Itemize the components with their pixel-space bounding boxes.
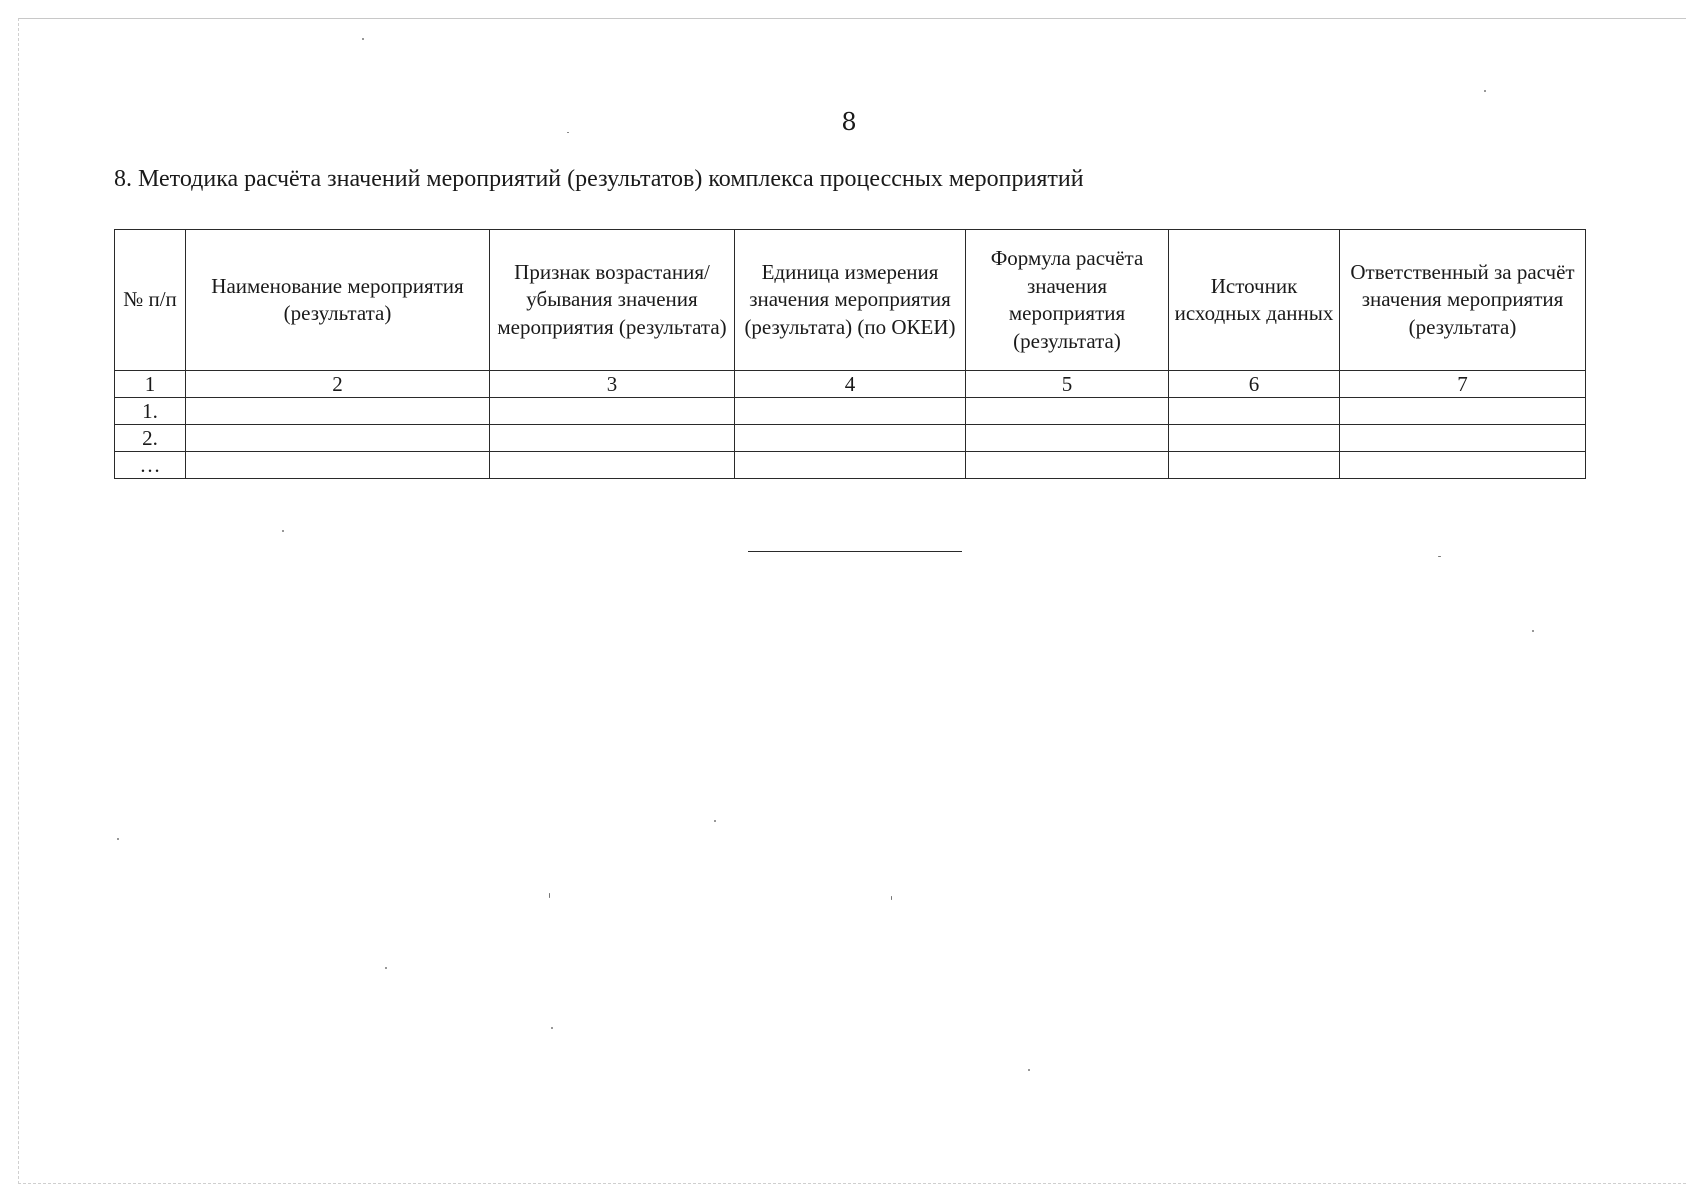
table-cell — [1169, 398, 1340, 425]
table-cell — [966, 425, 1169, 452]
table-cell — [186, 452, 490, 479]
scan-speck — [551, 1027, 553, 1029]
table-row — [115, 425, 1586, 452]
table-cell — [735, 452, 966, 479]
section-title: 8. Методика расчёта значений мероприятий (результатов) комплекса процессных мероприятий — [114, 166, 1084, 192]
methodology-table — [114, 229, 1586, 479]
scan-speck — [1484, 90, 1486, 92]
scan-speck — [362, 38, 364, 40]
scan-speck — [567, 132, 569, 133]
table-cell — [735, 398, 966, 425]
table-cell — [1169, 452, 1340, 479]
page-number: 8 — [841, 108, 857, 136]
row-number: … — [115, 452, 186, 479]
table-row — [115, 398, 1586, 425]
column-number: 1 — [115, 371, 186, 398]
table-header-row — [115, 230, 1586, 371]
header-cell-source: Источник исходных данных — [1169, 230, 1340, 371]
scan-speck — [117, 838, 119, 840]
column-number: 6 — [1169, 371, 1340, 398]
header-cell-unit: Единица измерения значения мероприятия (результата) (по ОКЕИ) — [735, 230, 966, 371]
column-number: 4 — [735, 371, 966, 398]
table-cell — [186, 398, 490, 425]
closing-separator-line — [748, 551, 962, 552]
table-cell — [966, 452, 1169, 479]
table-cell — [490, 398, 735, 425]
header-cell-formula: Формула расчёта значения мероприятия (результата) — [966, 230, 1169, 371]
column-number: 7 — [1340, 371, 1586, 398]
header-cell-responsible: Ответственный за расчёт значения мероприятия (результата) — [1340, 230, 1586, 371]
table-cell — [490, 452, 735, 479]
header-cell-number: № п/п — [115, 230, 186, 371]
column-number: 3 — [490, 371, 735, 398]
column-number-row — [115, 371, 1586, 398]
column-number: 2 — [186, 371, 490, 398]
table-cell — [186, 425, 490, 452]
table-cell — [966, 398, 1169, 425]
scan-speck — [1438, 556, 1441, 557]
table-cell — [1340, 398, 1586, 425]
table-row — [115, 452, 1586, 479]
scan-speck — [385, 967, 387, 969]
table-cell — [735, 425, 966, 452]
row-number: 2. — [115, 425, 186, 452]
scan-speck — [1532, 630, 1534, 632]
column-number: 5 — [966, 371, 1169, 398]
scan-speck — [282, 530, 284, 532]
table-cell — [1169, 425, 1340, 452]
row-number: 1. — [115, 398, 186, 425]
scan-speck — [549, 893, 550, 898]
header-cell-trend: Признак возрастания/ убывания значения мероприятия (результата) — [490, 230, 735, 371]
scan-speck — [1028, 1069, 1030, 1071]
header-cell-name: Наименование мероприятия (результата) — [186, 230, 490, 371]
table-cell — [1340, 452, 1586, 479]
scan-speck — [714, 820, 716, 822]
scan-speck — [891, 896, 892, 900]
table-cell — [1340, 425, 1586, 452]
table-cell — [490, 425, 735, 452]
